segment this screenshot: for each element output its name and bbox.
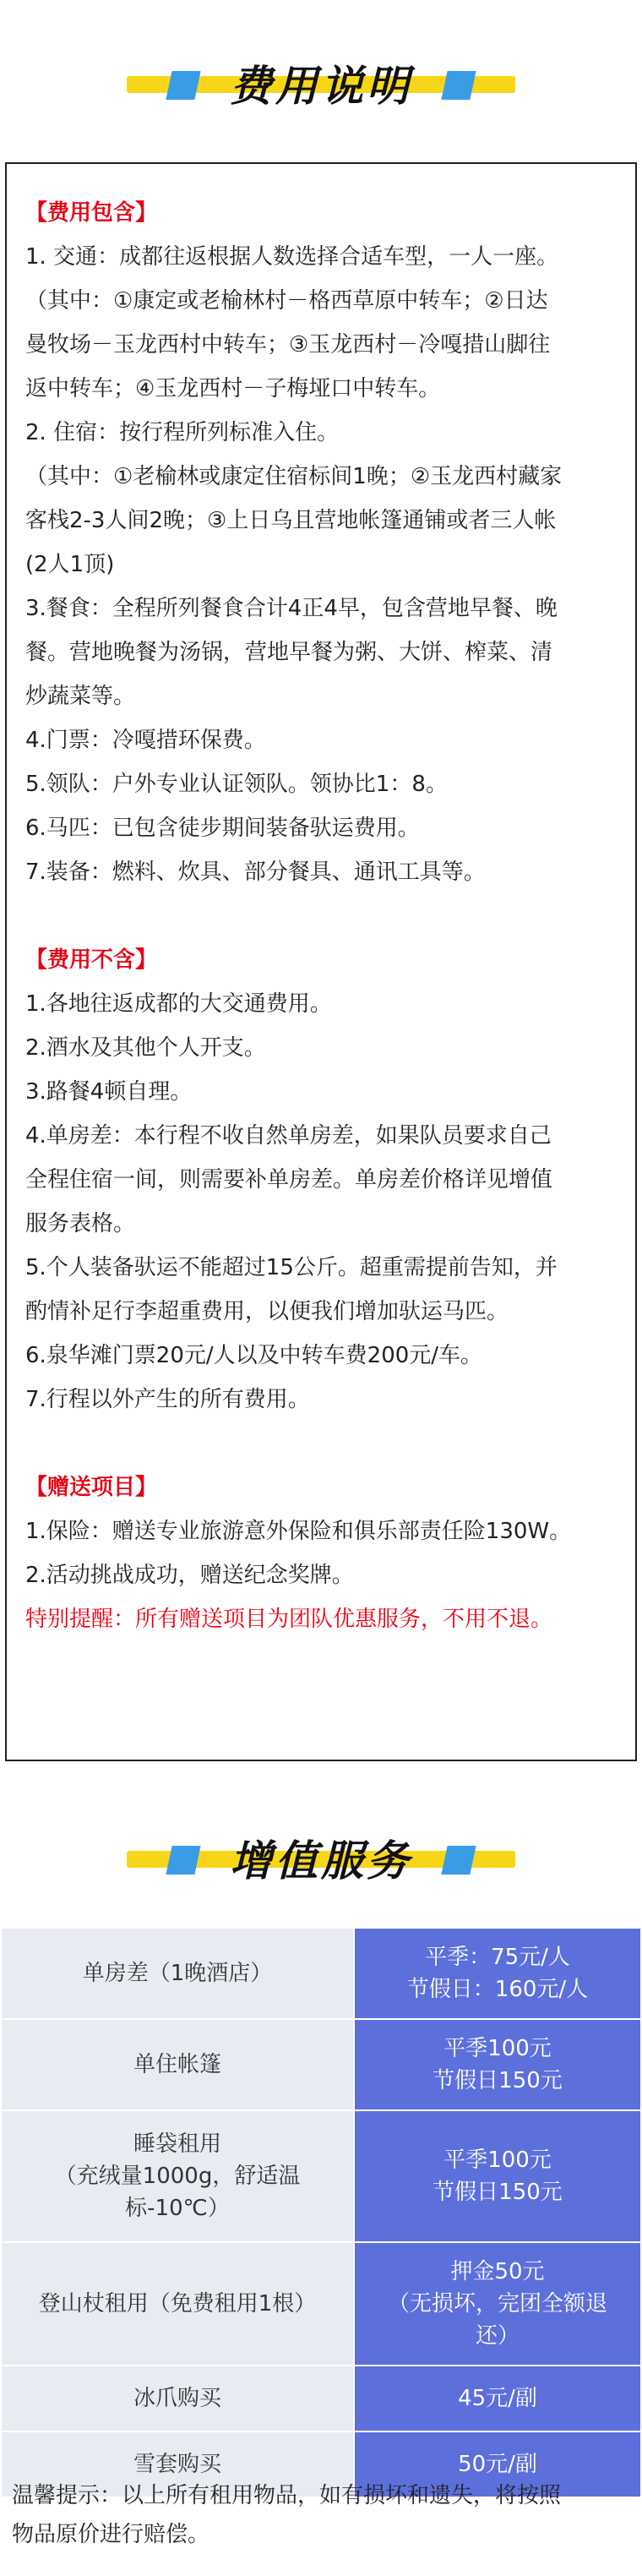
fee-details-content	[25, 191, 617, 1641]
service-row	[1, 2242, 641, 2366]
gift-item: 2.活动挑战成功，赠送纪念奖牌。	[25, 1563, 354, 1588]
included-item: 1. 交通：成都往返根据人数选择合适车型，一人一座。	[25, 244, 559, 270]
excluded-item: 2.酒水及其他个人开支。	[25, 1035, 266, 1061]
included-item: 客栈2-3人间2晚；③上日乌且营地帐篷通铺或者三人帐	[25, 508, 557, 533]
service-price-line: 还）	[475, 2323, 520, 2349]
included-item: (2人1顶)	[25, 552, 115, 577]
service-name	[1, 2366, 354, 2431]
included-item: 7.装备：燃料、炊具、部分餐具、通讯工具等。	[25, 860, 486, 885]
service-table	[0, 1927, 642, 2498]
service-price	[354, 2110, 641, 2242]
excluded-item: 4.单房差：本行程不收自然单房差，如果队员要求自己	[25, 1123, 552, 1149]
service-price	[354, 2242, 641, 2366]
tip-line: 温馨提示：以上所有租用物品，如有损坏和遗失，将按照	[12, 2483, 562, 2508]
service-name-line: 标-10℃）	[125, 2196, 230, 2221]
service-price-line: 节假日150元	[433, 2068, 563, 2093]
service-banner	[0, 1809, 642, 1902]
service-name-line: 睡袋租用	[133, 2131, 221, 2157]
excluded-item: 酌情补足行李超重费用，以便我们增加驮运马匹。	[25, 1299, 509, 1324]
service-name-line: 单房差（1晚酒店）	[82, 1961, 273, 1986]
included-item: （其中：①康定或老榆林村－格西草原中转车；②日达	[25, 288, 548, 314]
excluded-list	[25, 982, 617, 1422]
excluded-item: 6.泉华滩门票20元/人以及中转车费200元/车。	[25, 1343, 483, 1368]
included-item: （其中：①老榆林或康定住宿标间1晚；②玉龙西村藏家	[25, 464, 563, 489]
service-price-line: 押金50元	[450, 2259, 545, 2284]
excluded-item: 服务表格。	[25, 1211, 136, 1236]
included-list	[25, 235, 617, 894]
service-name-line: 冰爪购买	[133, 2386, 221, 2411]
included-item: 2. 住宿：按行程所列标准入住。	[25, 420, 340, 445]
service-name	[1, 2110, 354, 2242]
service-price-line: （无损坏，完团全额退	[387, 2291, 607, 2317]
service-title: 增值服务	[230, 1836, 412, 1886]
included-item: 3.餐食：全程所列餐食合计4正4早，包含营地早餐、晚	[25, 596, 558, 621]
service-name	[1, 1928, 354, 2019]
service-name-line: （充绒量1000g，舒适温	[54, 2164, 301, 2189]
included-item: 4.门票：冷嘎措环保费。	[25, 728, 266, 753]
included-item: 曼牧场－玉龙西村中转车；③玉龙西村－冷嘎措山脚往	[25, 332, 551, 357]
tip-line: 物品原价进行赔偿。	[12, 2522, 210, 2547]
service-price-line: 节假日：160元/人	[406, 1977, 589, 2002]
service-row	[1, 2366, 641, 2431]
service-name	[1, 2242, 354, 2366]
service-row	[1, 2019, 641, 2110]
included-item: 炒蔬菜等。	[25, 684, 136, 709]
fee-banner	[0, 34, 642, 127]
included-item: 返中转车；④玉龙西村－子梅垭口中转车。	[25, 376, 441, 401]
gifts-heading: 【赠送项目】	[25, 1475, 158, 1500]
service-price-line: 平季100元	[443, 2036, 552, 2061]
rental-tip	[12, 2476, 634, 2554]
service-price	[354, 2019, 641, 2110]
service-price-line: 节假日150元	[433, 2180, 563, 2205]
service-name	[1, 2019, 354, 2110]
excluded-item: 全程住宿一间，则需要补单房差。单房差价格详见增值	[25, 1167, 553, 1192]
excluded-heading: 【费用不含】	[25, 947, 158, 973]
fee-title: 费用说明	[230, 62, 412, 111]
service-price-line: 50元/副	[458, 2452, 537, 2477]
service-price	[354, 2366, 641, 2431]
service-price	[354, 1928, 641, 2019]
included-item: 5.领队：户外专业认证领队。领协比1：8。	[25, 772, 448, 797]
included-item: 餐。营地晚餐为汤锅，营地早餐为粥、大饼、榨菜、清	[25, 640, 553, 665]
service-row	[1, 1928, 641, 2019]
included-item: 6.马匹：已包含徒步期间装备驮运费用。	[25, 816, 420, 841]
excluded-item: 5.个人装备驮运不能超过15公斤。超重需提前告知，并	[25, 1255, 558, 1280]
service-name-line: 单住帐篷	[133, 2052, 221, 2077]
excluded-item: 3.路餐4顿自理。	[25, 1079, 193, 1105]
service-name-line: 登山杖租用（免费租用1根）	[38, 2291, 317, 2317]
excluded-item: 7.行程以外产生的所有费用。	[25, 1387, 310, 1412]
gifts-warning: 特别提醒：所有赠送项目为团队优惠服务，不用不退。	[25, 1607, 553, 1632]
excluded-item: 1.各地往返成都的大交通费用。	[25, 991, 332, 1017]
gift-item: 1.保险：赠送专业旅游意外保险和俱乐部责任险130W。	[25, 1519, 572, 1544]
fee-details-box	[5, 162, 637, 1761]
gifts-list	[25, 1509, 617, 1597]
included-heading: 【费用包含】	[25, 200, 158, 226]
service-name-line: 雪套购买	[133, 2452, 221, 2477]
service-price-line: 平季：75元/人	[425, 1945, 570, 1970]
service-row	[1, 2110, 641, 2242]
service-price-line: 45元/副	[458, 2386, 537, 2411]
service-price-line: 平季100元	[443, 2148, 552, 2173]
